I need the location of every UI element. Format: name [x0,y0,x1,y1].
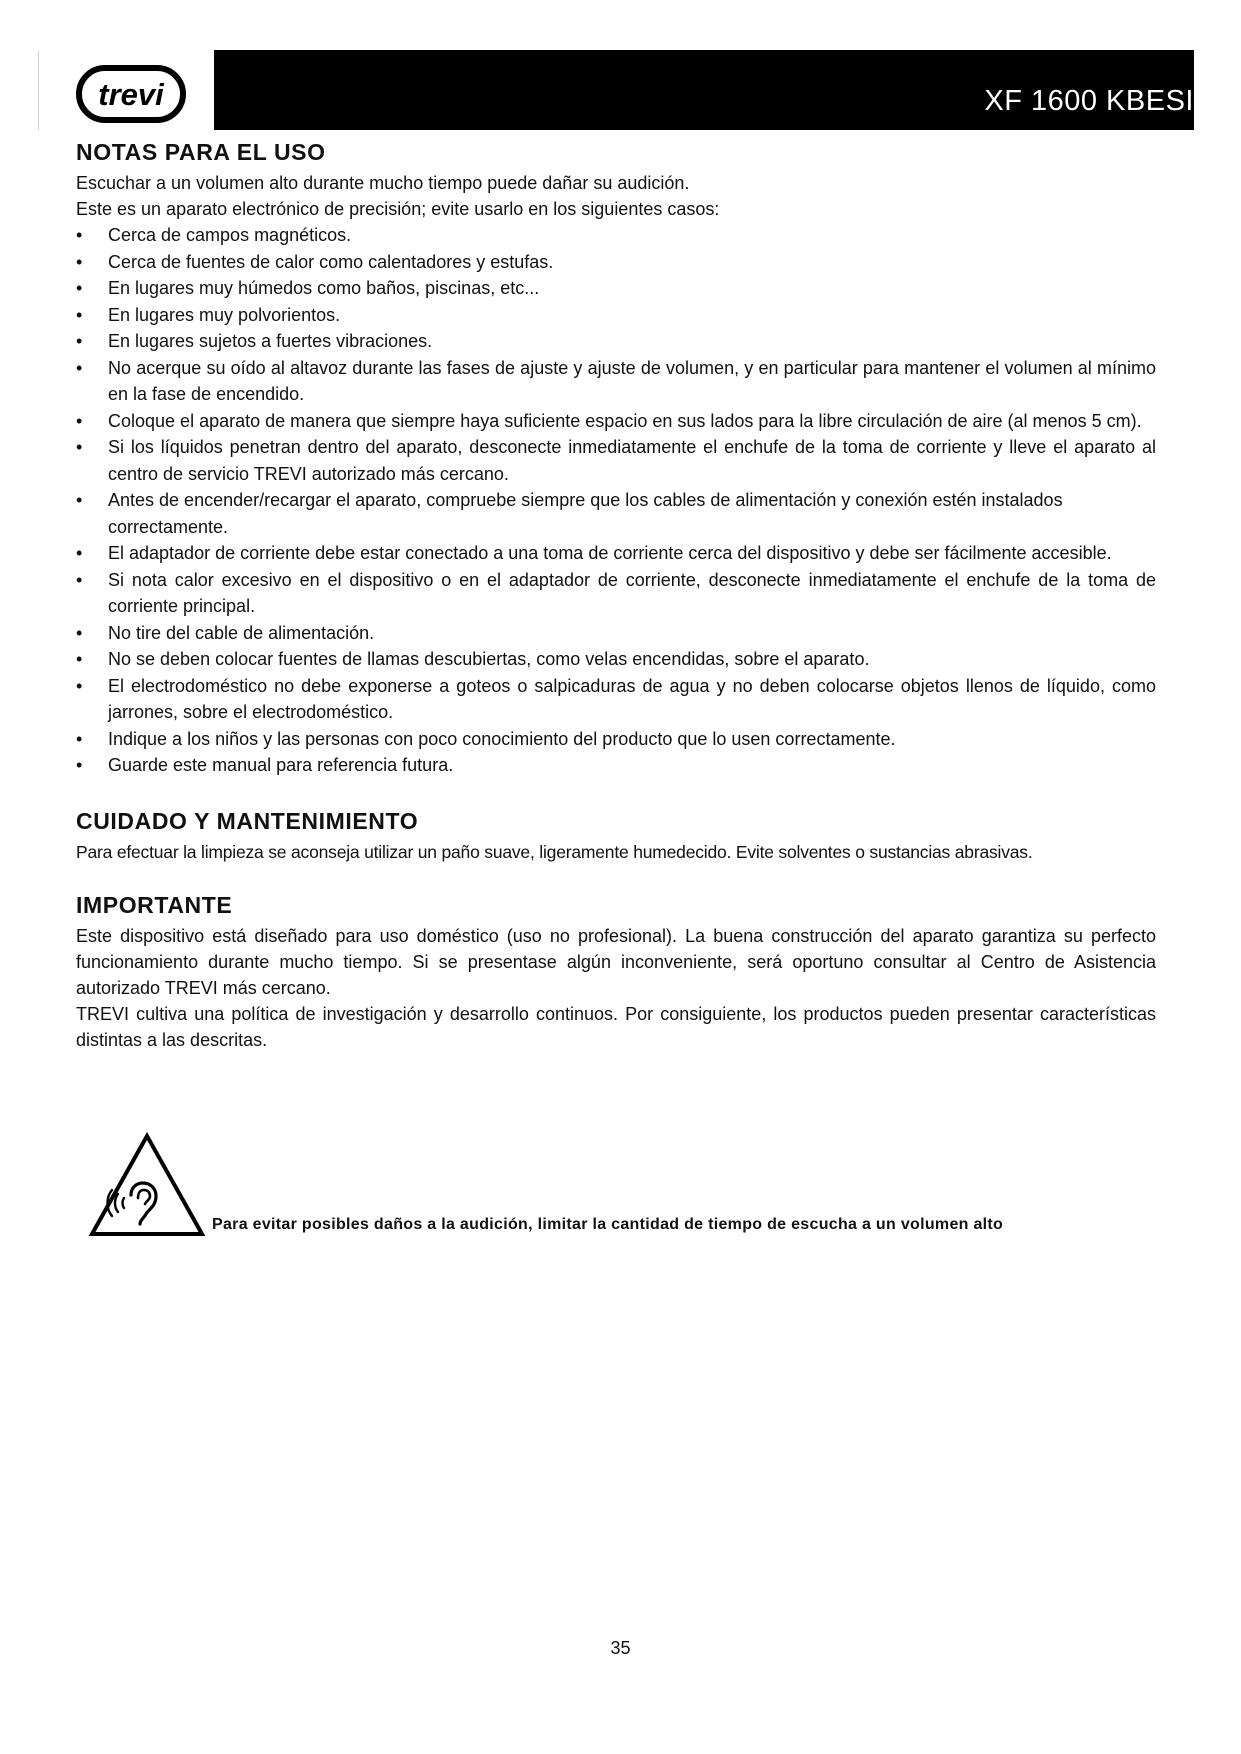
list-item: • Coloque el aparato de manera que siempre haya suficiente espacio en sus lados para la libre circulación de aire (al menos 5 cm). [76,408,1156,435]
list-item: • El electrodoméstico no debe exponerse a goteos o salpicaduras de agua y no deben colocarse objetos llenos de líquido, como jarrones, sobre el electrodoméstico. [76,673,1156,726]
list-item: • Cerca de campos magnéticos. [76,222,1156,249]
hearing-warning [88,1132,1128,1242]
hearing-damage-warning-icon [88,1132,206,1238]
list-item: • Si los líquidos penetran dentro del aparato, desconecte inmediatamente el enchufe de la toma de corriente y lleve el aparato al centro de servicio TREVI autorizado más cercano. [76,434,1156,487]
list-item: • El adaptador de corriente debe estar conectado a una toma de corriente cerca del dispositivo y debe ser fácilmente accesible. [76,540,1156,567]
hearing-warning-text: Para evitar posibles daños a la audición, limitar la cantidad de tiempo de escucha a un volumen alto [212,1216,1004,1233]
list-item: • Indique a los niños y las personas con poco conocimiento del producto que lo usen correctamente. [76,726,1156,753]
cuidado-section [76,807,1156,865]
list-item: • Si nota calor excesivo en el dispositivo o en el adaptador de corriente, desconecte inmediatamente el enchufe de la toma de corriente principal. [76,567,1156,620]
svg-text:trevi: trevi [98,77,164,112]
cuidado-text: Para efectuar la limpieza se aconseja utilizar un paño suave, ligeramente humedecido. Evite solventes o sustancias abrasivas. [76,841,1033,862]
main-content [76,138,1156,1053]
notas-intro: Escuchar a un volumen alto durante mucho tiempo puede dañar su audición. [76,173,690,193]
notas-section [76,138,1156,779]
importante-paragraph: Este dispositivo está diseñado para uso doméstico (uso no profesional). La buena construcción del aparato garantiza su perfecto funcionamiento durante mucho tiempo. Si se presentase algún inconveniente, será oportuno consultar al Centro de Asistencia autorizado TREVI más cercano. [76,925,1156,998]
list-item: • No se deben colocar fuentes de llamas descubiertas, como velas encendidas, sobre el aparato. [76,646,1156,673]
importante-section [76,891,1156,1053]
trevi-logo [76,64,186,124]
cuidado-title: CUIDADO Y MANTENIMIENTO [76,807,419,834]
header-bar-edge [1194,50,1198,130]
page-margin-line [38,50,39,130]
model-title: XF 1600 KBESI [984,85,1194,117]
list-item: • En lugares sujetos a fuertes vibraciones. [76,328,1156,355]
list-item: • No tire del cable de alimentación. [76,620,1156,647]
importante-title: IMPORTANTE [76,891,233,918]
notas-intro: Este es un aparato electrónico de precisión; evite usarlo en los siguientes casos: [76,199,720,219]
list-item: • En lugares muy polvorientos. [76,302,1156,329]
importante-paragraph: TREVI cultiva una política de investigación y desarrollo continuos. Por consiguiente, los productos pueden presentar características distintas a las descritas. [76,1003,1156,1050]
header-bar [214,50,1194,130]
list-item: • Antes de encender/recargar el aparato, compruebe siempre que los cables de alimentación y conexión estén instalados correctamente. [76,487,1156,540]
list-item: • No acerque su oído al altavoz durante las fases de ajuste y ajuste de volumen, y en particular para mantener el volumen al mínimo en la fase de encendido. [76,355,1156,408]
page-number: 35 [610,1638,631,1658]
notas-title: NOTAS PARA EL USO [76,139,326,165]
list-item: • En lugares muy húmedos como baños, piscinas, etc... [76,275,1156,302]
list-item: • Guarde este manual para referencia futura. [76,752,1156,779]
notas-list [76,222,1156,779]
list-item: • Cerca de fuentes de calor como calentadores y estufas. [76,249,1156,276]
